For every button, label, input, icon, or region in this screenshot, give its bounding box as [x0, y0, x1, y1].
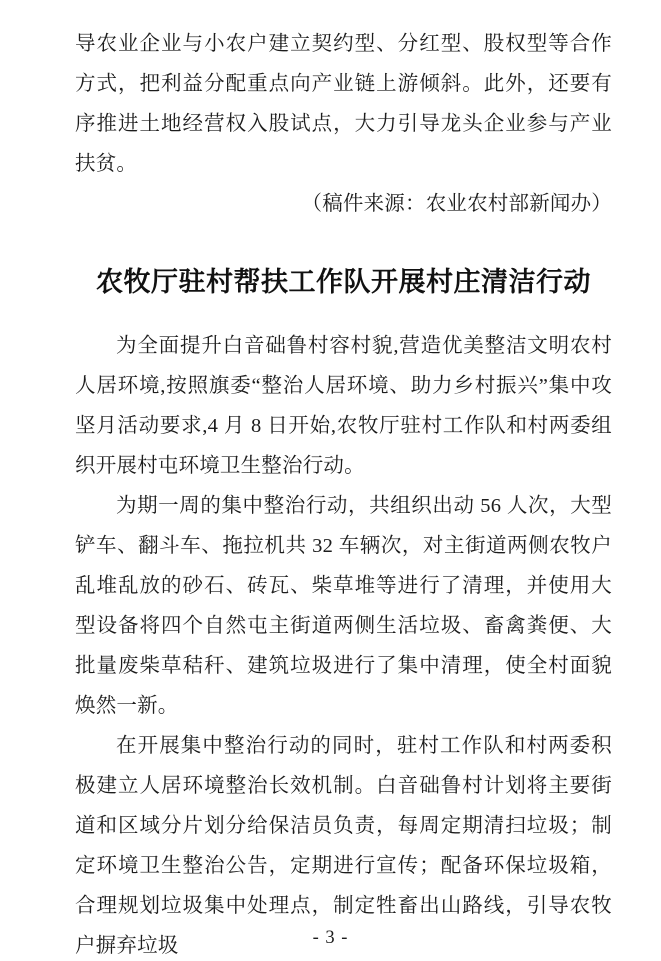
page-number: - 3 -: [312, 928, 349, 948]
article-paragraph-1: 为全面提升白音础鲁村容村貌,营造优美整洁文明农村人居环境,按照旗委“整治人居环境、助力乡村振兴”集中攻坚月活动要求,4 月 8 日开始,农牧厅驻村工作队和村两委组织开展村屯环境卫生整治行动。: [75, 335, 612, 477]
page-content: [75, 24, 612, 961]
previous-article-source-credit: （稿件来源：农业农村部新闻办）: [301, 193, 612, 215]
article-paragraph-3: 在开展集中整治行动的同时，驻村工作队和村两委积极建立人居环境整治长效机制。白音础鲁村计划将主要街道和区域分片划分给保洁员负责，每周定期清扫垃圾；制定环境卫生整治公告，定期进行宣传；配备环保垃圾箱，合理规划垃圾集中处理点，制定牲畜出山路线，引导农牧户摒弃垃圾: [75, 735, 612, 957]
article-paragraph-2: 为期一周的集中整治行动，共组织出动 56 人次，大型铲车、翻斗车、拖拉机共 32 车辆次，对主街道两侧农牧户乱堆乱放的砂石、砖瓦、柴草堆等进行了清理，并使用大型设备将四个自然屯主街道两侧生活垃圾、畜禽粪便、大批量废柴草秸秆、建筑垃圾进行了集中清理，使全村面貌焕然一新。: [75, 495, 612, 717]
article-title: 农牧厅驻村帮扶工作队开展村庄清洁行动: [96, 267, 591, 297]
previous-article-continuation-paragraph: 导农业企业与小农户建立契约型、分红型、股权型等合作方式，把利益分配重点向产业链上游倾斜。此外，还要有序推进土地经营权入股试点，大力引导龙头企业参与产业扶贫。: [75, 33, 612, 175]
